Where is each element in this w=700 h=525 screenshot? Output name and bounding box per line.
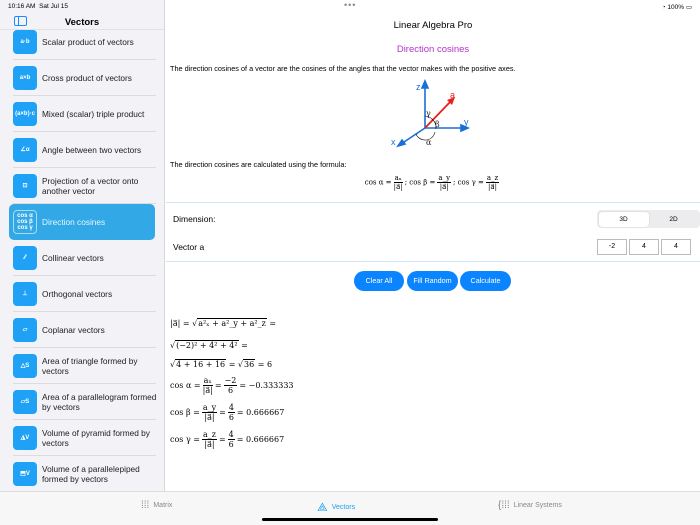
- vector-a-x-input[interactable]: -2: [597, 239, 627, 255]
- sidebar-item-icon: ⁄⁄: [13, 246, 37, 270]
- sidebar-item[interactable]: [0, 60, 164, 96]
- home-indicator: [262, 518, 438, 521]
- sidebar-item[interactable]: [0, 240, 164, 276]
- main-content: [166, 0, 700, 491]
- sidebar-title: Vectors: [64, 17, 100, 28]
- y-label: y: [464, 117, 469, 127]
- battery-status: ◔ 100% ▭: [661, 4, 692, 11]
- gamma-label: γ: [426, 109, 431, 118]
- sidebar-item[interactable]: [9, 204, 155, 240]
- sidebar-item-label: Direction cosines: [42, 217, 106, 227]
- intro-text: The direction cosines of a vector are the cosines of the angles that the vector makes with the positive axes.: [170, 64, 516, 73]
- sidebar-item[interactable]: [0, 348, 164, 384]
- result-cosine: cos γ = $\frac{a\_z}{|a⃗|}$ = $\frac{4}{6}$ = 0.666667: [170, 430, 285, 449]
- sidebar: [0, 0, 165, 491]
- sidebar-item-icon: cos α cos β cos γ: [13, 210, 37, 234]
- sidebar-item-label: Area of triangle formed by vectors: [42, 356, 138, 376]
- sidebar-item-icon: ⊡: [13, 174, 37, 198]
- matrix-icon: ⁞⁞⁞: [141, 500, 150, 511]
- status-time: 10:16 AM Sat Jul 15: [8, 3, 69, 10]
- linear-systems-icon: {⁞⁞⁞: [498, 500, 510, 511]
- dimension-segmented-control[interactable]: [597, 210, 700, 228]
- divider: [166, 261, 700, 262]
- z-label: z: [416, 82, 421, 92]
- sidebar-item-label: Scalar product of vectors: [42, 37, 134, 47]
- app-title: Linear Algebra Pro: [393, 20, 473, 31]
- sidebar-item[interactable]: [0, 276, 164, 312]
- sidebar-item-icon: a×b: [13, 66, 37, 90]
- result-magnitude-value: √ 4 + 16 + 16 = √ 36 = 6: [170, 359, 273, 369]
- formula-intro: The direction cosines are calculated using the formula:: [170, 160, 347, 169]
- vector-a-label: Vector a: [173, 242, 205, 252]
- fill-random-button[interactable]: Fill Random: [407, 271, 458, 291]
- sidebar-item-icon: ⬒V: [13, 462, 37, 486]
- direction-cosine-formula: cos α = $\frac{\text{aₓ}}{|a⃗|}$ ; cos β = $\frac{a\_y}{|a⃗|}$ ; cos γ = $\frac{a\_z}{|a⃗|}$: [364, 174, 499, 191]
- sidebar-item-label: Volume of pyramid formed by vectors: [42, 428, 150, 448]
- dimension-label: Dimension:: [173, 214, 216, 224]
- vector-a-z-input[interactable]: 4: [661, 239, 691, 255]
- x-axis: [401, 128, 425, 144]
- status-bar: [0, 0, 700, 14]
- dimension-3d-option[interactable]: 3D: [599, 212, 649, 227]
- sidebar-item-icon: ▱: [13, 318, 37, 342]
- sidebar-list[interactable]: [0, 24, 164, 491]
- sidebar-item-label: Projection of a vector onto another vector: [42, 176, 139, 196]
- result-cosine: cos α = $\frac{\text{aₓ}}{|a⃗|}$ = $\frac{-2}{6}$ = −0.333333: [170, 376, 294, 395]
- sidebar-item-label: Collinear vectors: [42, 253, 104, 263]
- sidebar-item[interactable]: [0, 456, 164, 491]
- result-substitution: √ (−2)² + 4² + 4² =: [170, 340, 248, 350]
- result-cosine: cos β = $\frac{a\_y}{|a⃗|}$ = $\frac{4}{6}$ = 0.666667: [170, 403, 285, 422]
- sidebar-item-icon: ◮V: [13, 426, 37, 450]
- beta-label: β: [435, 120, 440, 129]
- tab-matrix[interactable]: ⁞⁞⁞ Matrix: [141, 500, 173, 511]
- sidebar-item-icon: ▱S: [13, 390, 37, 414]
- alpha-label: α: [426, 138, 432, 147]
- sidebar-item-label: Cross product of vectors: [42, 73, 132, 83]
- sidebar-item-label: Orthogonal vectors: [42, 289, 113, 299]
- vector-a-y-input[interactable]: 4: [629, 239, 659, 255]
- clear-all-button[interactable]: Clear All: [354, 271, 404, 291]
- sidebar-item-label: Angle between two vectors: [42, 145, 142, 155]
- dimension-2d-option[interactable]: 2D: [669, 215, 678, 223]
- sidebar-item[interactable]: [0, 384, 164, 420]
- x-label: x: [391, 137, 396, 147]
- sidebar-item-label: Mixed (scalar) triple product: [42, 109, 145, 119]
- vectors-pyramid-icon: ⟁: [317, 500, 328, 514]
- divider: [166, 202, 700, 203]
- multitask-dots-icon[interactable]: •••: [344, 0, 357, 10]
- sidebar-item[interactable]: [0, 96, 164, 132]
- tab-linear-systems[interactable]: {⁞⁞⁞ Linear Systems: [498, 500, 562, 511]
- tab-vectors[interactable]: ⟁ Vectors: [317, 500, 356, 514]
- direction-angles-diagram: [388, 78, 478, 153]
- sidebar-item-label: Volume of a parallelepiped formed by vectors: [42, 464, 140, 484]
- sidebar-item[interactable]: [0, 132, 164, 168]
- result-magnitude: |a⃗| = √ a²ₓ + a²_y + a²_z =: [170, 318, 277, 328]
- sidebar-item-icon: (a×b)·c: [13, 102, 37, 126]
- calculate-button[interactable]: Calculate: [460, 271, 511, 291]
- sidebar-item-icon: ⊥: [13, 282, 37, 306]
- sidebar-item[interactable]: [0, 168, 164, 204]
- sidebar-item-icon: △S: [13, 354, 37, 378]
- sidebar-item-icon: a·b: [13, 30, 37, 54]
- sidebar-item-label: Coplanar vectors: [42, 325, 105, 335]
- a-label: a: [450, 90, 456, 100]
- sidebar-item[interactable]: [0, 420, 164, 456]
- sidebar-item-icon: ∠α: [13, 138, 37, 162]
- sidebar-item-label: Area of a parallelogram formed by vectors: [42, 392, 157, 412]
- sidebar-item[interactable]: [0, 312, 164, 348]
- page-title: Direction cosines: [396, 44, 470, 55]
